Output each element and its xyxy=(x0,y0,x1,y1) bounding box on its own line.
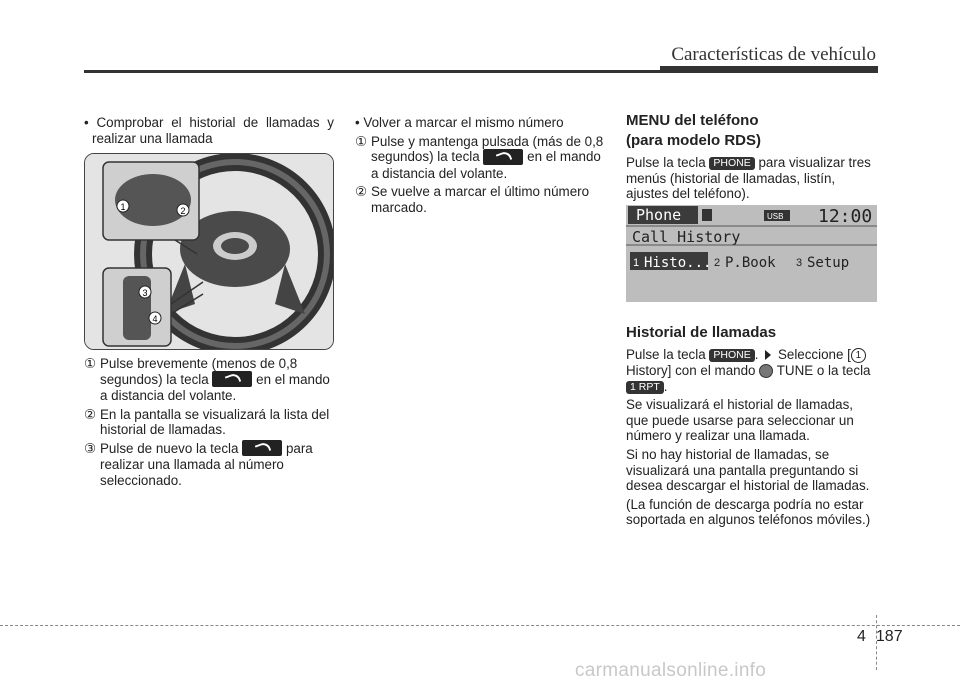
heading-rds: (para modelo RDS) xyxy=(626,132,762,149)
chapter-number: 4 xyxy=(857,628,866,645)
phone-display-screen xyxy=(626,205,877,302)
phone-display xyxy=(626,205,877,302)
column-right-history xyxy=(626,323,878,531)
step-text: Pulse brevemente (menos de 0,8 segundos) la tecla xyxy=(100,356,298,387)
step-text: en el mando a distancia del volante. xyxy=(100,371,330,404)
screen-menu-n2: 2 xyxy=(714,257,721,269)
step-3 xyxy=(84,441,334,489)
steering-wheel-figure xyxy=(84,153,334,350)
step-text: en el mando a distancia del volante. xyxy=(371,149,601,181)
step-num: ② xyxy=(84,406,97,422)
usb-badge: USB xyxy=(767,212,784,221)
phone-key-badge: PHONE xyxy=(709,157,754,170)
screen-subtitle: Call History xyxy=(632,228,741,246)
bullet-history: • Comprobar el historial de llamadas y realizar una llamada xyxy=(84,115,334,146)
screen-menu-setup[interactable]: Setup xyxy=(807,255,850,271)
step-num: ③ xyxy=(84,440,97,456)
menu-number-badge: 1 xyxy=(851,348,866,363)
steering-wheel-illustration xyxy=(85,154,333,349)
figure-label-3: 3 xyxy=(142,288,148,298)
phone-call-icon xyxy=(242,440,282,456)
header-rule-thick xyxy=(660,66,878,73)
step-text: Pulse y mantenga pulsada (más de 0,8 segundos) la tecla xyxy=(371,133,604,165)
bullet-redial: • Volver a marcar el mismo número xyxy=(355,115,564,130)
step-text: para realizar una llamada al número seleccionado. xyxy=(100,440,313,488)
phone-call-icon xyxy=(483,149,523,165)
redial-step-2 xyxy=(355,184,605,215)
header-title: Características de vehículo xyxy=(671,44,876,65)
figure-label-1: 1 xyxy=(120,202,126,212)
step-2 xyxy=(84,407,334,438)
step-num: ① xyxy=(84,356,97,371)
column-middle xyxy=(355,115,605,218)
page-number-value: 187 xyxy=(875,628,903,645)
heading-call-history: Historial de llamadas xyxy=(626,324,777,341)
screen-menu-n3: 3 xyxy=(796,257,803,269)
screen-menu-pbook[interactable]: P.Book xyxy=(725,255,776,271)
screen-clock: 12:00 xyxy=(818,206,873,227)
figure-label-4: 4 xyxy=(152,314,158,324)
phone-menu-text: Pulse la tecla PHONE para visualizar tres menús (historial de llamadas, listín, ajustes del teléfono). xyxy=(626,155,871,202)
arrow-right-icon xyxy=(765,350,771,360)
phone-key-badge: PHONE xyxy=(709,349,754,362)
step-text: En la pantalla se visualizará la lista del historial de llamadas. xyxy=(100,406,330,438)
history-instructions: Pulse la tecla PHONE . Seleccione [ 1 History] con el mando TUNE o la tecla 1 RPT . xyxy=(626,347,871,394)
step-text: Se vuelve a marcar el último número marcado. xyxy=(371,184,590,215)
history-text-2: Si no hay historial de llamadas, se visualizará una pantalla preguntando si desea descargar el historial de llamadas. xyxy=(626,446,870,494)
footer-rule xyxy=(0,625,960,626)
column-left xyxy=(84,115,334,149)
phone-call-icon xyxy=(212,371,252,387)
tune-knob-icon xyxy=(759,364,773,378)
column-right xyxy=(626,111,878,205)
rpt-key-badge: 1 RPT xyxy=(626,381,664,394)
redial-step-1 xyxy=(355,134,605,182)
page-number xyxy=(857,628,913,646)
step-num: ① xyxy=(355,133,368,149)
column-left-steps xyxy=(84,356,334,491)
history-text-1: Se visualizará el historial de llamadas, que puede usarse para seleccionar un número y realizar una llamada. xyxy=(626,397,854,444)
heading-phone-menu: MENU del teléfono xyxy=(626,112,759,129)
screen-menu-history[interactable]: Histo... xyxy=(644,255,712,271)
history-text-3: (La función de descarga podría no estar soportada en algunos teléfonos móviles.) xyxy=(626,496,871,528)
screen-title: Phone xyxy=(636,206,682,224)
step-1 xyxy=(84,356,334,404)
step-text: Pulse de nuevo la tecla xyxy=(100,440,239,456)
watermark: carmanualsonline.info xyxy=(575,660,767,681)
step-num: ② xyxy=(355,184,368,200)
screen-menu-n1: 1 xyxy=(633,257,640,269)
figure-label-2: 2 xyxy=(180,206,186,216)
